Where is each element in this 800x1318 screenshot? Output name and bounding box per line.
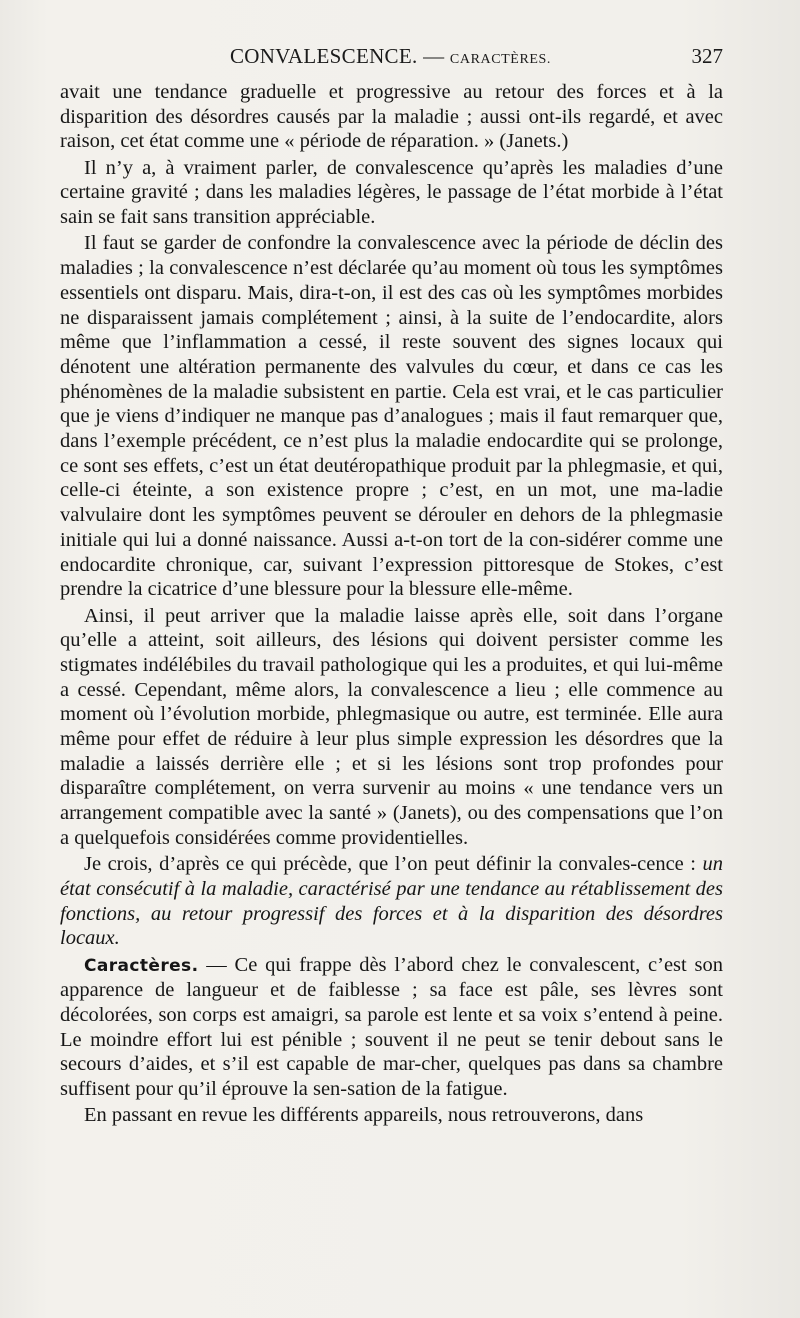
page-number: 327 [691,44,723,68]
section-heading: Caractères. [84,955,199,976]
running-title-main: CONVALESCENCE. — [229,44,450,68]
paragraph-2: Il n’y a, à vraiment parler, de convalescence qu’après les maladies d’une certaine gravité ; dans les maladies légères, le passage de l’état morbide à l’état sain se fait sans transition appréciable. [60,156,723,229]
section-caracteres [60,953,723,1102]
running-title [58,44,723,69]
body-text [60,80,723,1130]
paragraph-4: Ainsi, il peut arriver que la maladie laisse après elle, soit dans l’organe qu’elle a atteint, soit ailleurs, des lésions qui doivent persister comme les stigmates indélébiles du travail pathologique qui les a produites, et qui lui-même a cessé. Cependant, même alors, la convalescence a lieu ; elle commence au moment où l’évolution morbide, phlegmasique ou autre, est terminée. Elle aura même pour effet de réduire à leur plus simple expression les désordres que la maladie a laissés derrière elle ; et si les lésions sont trop profondes pour disparaître complétement, on verra survenir au moins « une tendance vers un arrangement compatible avec la santé » (Janets), ou des compensations que l’on a quelquefois considérées comme providentielles. [60,604,723,849]
running-header [58,44,723,74]
paragraph-1: avait une tendance graduelle et progressive au retour des forces et à la disparition des désordres causés par la maladie ; aussi ont-ils regardé, et avec raison, cet état comme une « période de réparation. » (Janets.) [60,81,723,153]
paragraph-3: Il faut se garder de confondre la convalescence avec la période de déclin des maladies ; la convalescence n’est déclarée qu’au moment où tous les symptômes essentiels ont disparu. Mais, dira-t-on, il est des cas où les symptômes morbides ne disparaissent jamais complétement ; ainsi, à la suite de l’endocardite, alors même que l’inflammation a cessé, il reste souvent des signes locaux qui dénotent une altération permanente des valvules du cœur, et dans ce cas les phénomènes de la maladie subsistent en partie. Cela est vrai, et le cas particulier que je viens d’indiquer ne manque pas d’analogues ; mais il faut remarquer que, dans l’exemple précédent, ce n’est plus la maladie endocardite qui se prolonge, ce sont ses effets, c’est un état deutéropathique produit par la phlegmasie, et qui, celle-ci éteinte, a son existence propre ; c’est, en un mot, une ma-ladie valvulaire dont les symptômes peuvent se dérouler en dehors de la phlegmasie initiale qui lui a donné naissance. Aussi a-t-on tort de la con-sidérer comme une endocardite chronique, car, suivant l’expression pittoresque de Stokes, c’est prendre la cicatrice d’une blessure pour la blessure elle-même. [60,232,723,601]
running-title-sub: CARACTÈRES. [449,52,552,67]
section-text: — Ce qui frappe dès l’abord chez le convalescent, c’est son apparence de langueur et de faiblesse ; sa face est pâle, ses lèvres sont décolorées, son corps est amaigri, sa parole est lente et sa voix s’entend à peine. Le moindre effort lui est pénible ; souvent il ne peut se tenir debout sans le secours d’aides, et s’il est capable de mar-cher, quelques pas dans sa chambre suffisent pour qu’il éprouve la sen-sation de la fatigue. [60,953,723,1101]
definition-lead: Je crois, d’après ce qui précède, que l’on peut définir la convales-cence : [84,853,703,876]
definition-italic: un état consécutif à la maladie, caractérisé par une tendance au rétablissement des fonctions, au retour progressif des forces et à la disparition des désordres locaux. [60,853,723,950]
definition-paragraph [60,852,723,951]
last-line: En passant en revue les différents appareils, nous retrouverons, dans [84,1104,644,1127]
